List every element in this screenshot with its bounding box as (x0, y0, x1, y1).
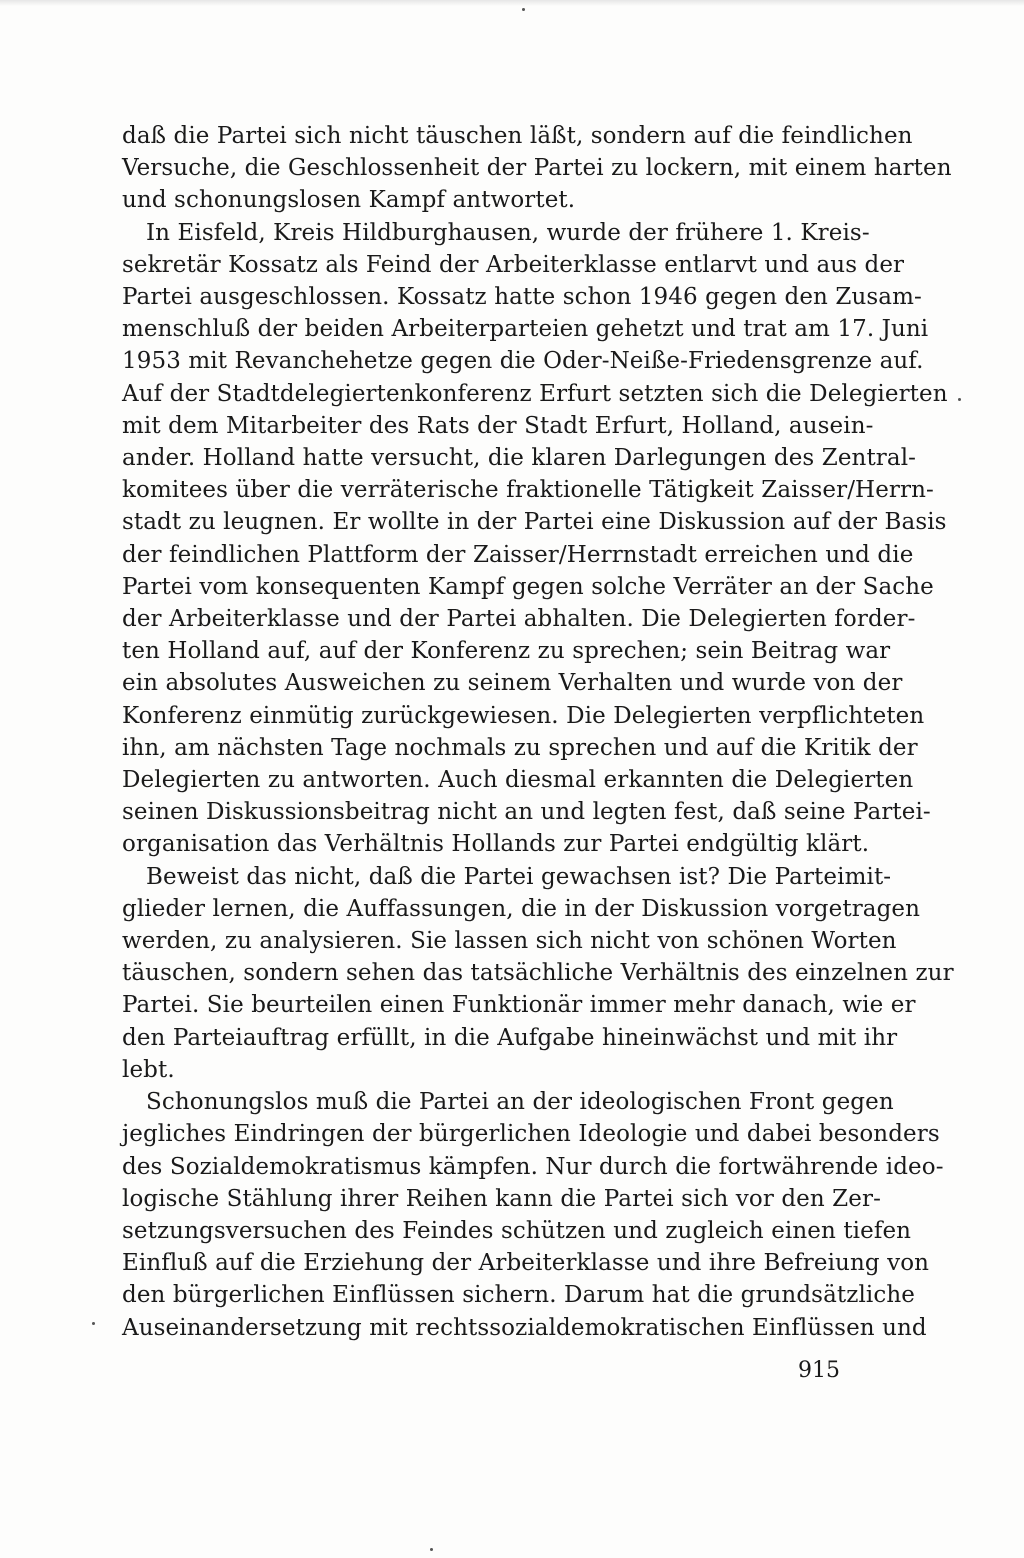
body-text (122, 120, 954, 1344)
text-line: Beweist das nicht, daß die Partei gewachsen ist? Die Parteimit- (146, 863, 892, 890)
text-line: setzungsversuchen des Feindes schützen und zugleich einen tiefen (122, 1217, 912, 1244)
text-line: Konferenz einmütig zurückgewiesen. Die Delegierten verpflichteten (122, 702, 925, 729)
scan-speck (958, 398, 961, 401)
text-line: mit dem Mitarbeiter des Rats der Stadt Erfurt, Holland, ausein- (122, 412, 874, 439)
text-line: 1953 mit Revanchehetze gegen die Oder-Neiße-Friedensgrenze auf. (122, 348, 924, 375)
text-line: jegliches Eindringen der bürgerlichen Ideologie und dabei besonders (122, 1121, 940, 1148)
text-line: ein absolutes Ausweichen zu seinem Verhalten und wurde von der (122, 670, 903, 697)
text-line: Partei. Sie beurteilen einen Funktionär immer mehr danach, wie er (122, 992, 916, 1019)
scan-speck (522, 8, 525, 11)
text-line: Partei ausgeschlossen. Kossatz hatte schon 1946 gegen den Zusam- (122, 284, 922, 311)
text-line: täuschen, sondern sehen das tatsächliche Verhältnis des einzelnen zur (122, 960, 954, 987)
text-line: ander. Holland hatte versucht, die klaren Darlegungen des Zentral- (122, 445, 917, 472)
text-line: seinen Diskussionsbeitrag nicht an und legten fest, daß seine Partei- (122, 799, 931, 826)
text-line: ihn, am nächsten Tage nochmals zu sprechen und auf die Kritik der (122, 734, 918, 761)
text-line: des Sozialdemokratismus kämpfen. Nur durch die fortwährende ideo- (122, 1153, 944, 1180)
text-line: organisation das Verhältnis Hollands zur Partei endgültig klärt. (122, 831, 870, 858)
text-line: und schonungslosen Kampf antwortet. (122, 187, 576, 214)
text-line: In Eisfeld, Kreis Hildburghausen, wurde der frühere 1. Kreis- (146, 219, 870, 246)
text-line: Auseinandersetzung mit rechtssozialdemokratischen Einflüssen und (122, 1314, 927, 1341)
text-line: der feindlichen Plattform der Zaisser/Herrnstadt erreichen und die (122, 541, 914, 568)
text-line: Einfluß auf die Erziehung der Arbeiterklasse und ihre Befreiung von (122, 1250, 930, 1277)
text-line: Schonungslos muß die Partei an der ideologischen Front gegen (146, 1089, 894, 1116)
text-line: Auf der Stadtdelegiertenkonferenz Erfurt setzten sich die Delegierten (122, 380, 948, 407)
text-line: stadt zu leugnen. Er wollte in der Partei eine Diskussion auf der Basis (122, 509, 947, 536)
text-line: den Parteiauftrag erfüllt, in die Aufgabe hineinwächst und mit ihr (122, 1024, 898, 1051)
text-line: glieder lernen, die Auffassungen, die in der Diskussion vorgetragen (122, 895, 921, 922)
scan-edge (0, 0, 1024, 6)
scan-speck (430, 1548, 433, 1551)
text-line: logische Stählung ihrer Reihen kann die Partei sich vor den Zer- (122, 1185, 881, 1212)
text-line: lebt. (122, 1056, 175, 1083)
page-number: 915 (798, 1358, 840, 1383)
text-line: sekretär Kossatz als Feind der Arbeiterklasse entlarvt und aus der (122, 251, 905, 278)
text-line: Versuche, die Geschlossenheit der Partei zu lockern, mit einem harten (122, 155, 952, 182)
text-line: Delegierten zu antworten. Auch diesmal erkannten die Delegierten (122, 767, 914, 794)
text-line: menschluß der beiden Arbeiterparteien gehetzt und trat am 17. Juni (122, 316, 929, 343)
text-line: daß die Partei sich nicht täuschen läßt, sondern auf die feindlichen (122, 123, 913, 149)
text-line: der Arbeiterklasse und der Partei abhalten. Die Delegierten forder- (122, 606, 916, 633)
scan-speck (92, 1322, 95, 1325)
text-line: ten Holland auf, auf der Konferenz zu sprechen; sein Beitrag war (122, 638, 891, 665)
text-line: komitees über die verräterische fraktionelle Tätigkeit Zaisser/Herrn- (122, 477, 934, 504)
text-line: werden, zu analysieren. Sie lassen sich nicht von schönen Worten (122, 928, 897, 955)
text-line: Partei vom konsequenten Kampf gegen solche Verräter an der Sache (122, 573, 934, 600)
text-line: den bürgerlichen Einflüssen sichern. Darum hat die grundsätzliche (122, 1282, 915, 1309)
